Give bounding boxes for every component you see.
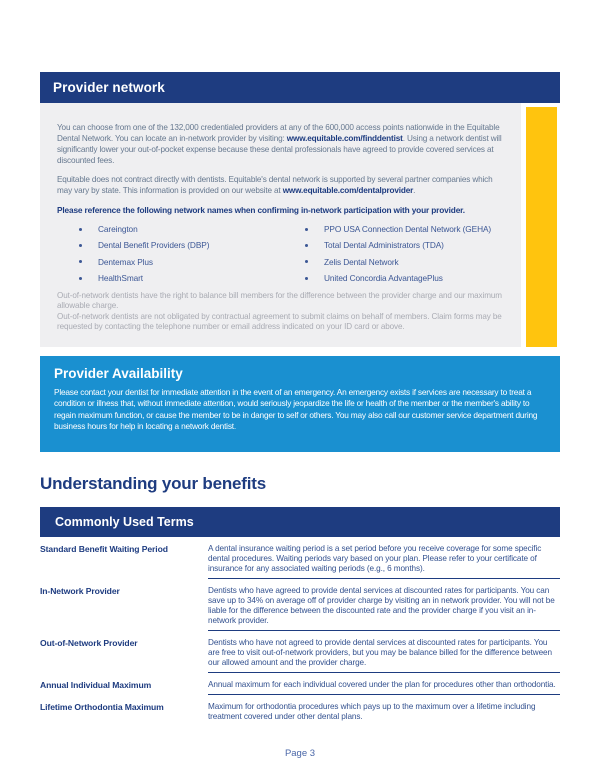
bullet-icon	[79, 244, 82, 247]
term-name: Out-of-Network Provider	[40, 638, 138, 648]
find-dentist-link[interactable]: www.equitable.com/finddentist	[286, 133, 403, 143]
list-item	[283, 237, 504, 253]
dental-provider-link[interactable]: www.equitable.com/dentalprovider	[282, 185, 414, 195]
bullet-icon	[305, 244, 308, 247]
bullet-icon	[305, 228, 308, 231]
network-name: Careington	[98, 224, 138, 235]
network-name: HealthSmart	[98, 273, 144, 284]
intro-text-continued: . Using a network dentist will significantly lower your out-of-pocket expense because these dental professionals have agreed to provide covered services at discounted fees.	[57, 133, 502, 165]
understanding-benefits-heading: Understanding your benefits	[40, 474, 267, 493]
list-item	[283, 221, 504, 237]
commonly-used-terms-header-bar	[40, 507, 560, 537]
provider-network-title: Provider network	[53, 80, 165, 95]
provider-network-body	[40, 103, 521, 347]
out-of-network-note-2: Out-of-network dentists are not obligated by contractual agreement to submit claims on behalf of members. Claim forms may be requested by contacting the telephone number or email address indicated on your ID card or above.	[57, 312, 502, 331]
term-definition: Dentists who have agreed to provide dental services at discounted rates for participants. You can save up to 34% on average off of provider charge by visiting an in network provider. You will not be liable for the difference between the discounted rate and the provider charge if you visit an in-network provider.	[208, 579, 560, 631]
provider-network-header-bar	[40, 72, 560, 103]
bullet-icon	[79, 228, 82, 231]
network-name: Total Dental Administrators (TDA)	[324, 240, 444, 251]
provider-availability-section	[40, 356, 560, 452]
term-name: Annual Individual Maximum	[40, 680, 152, 690]
bullet-icon	[305, 260, 308, 263]
list-item	[57, 270, 283, 286]
table-row	[40, 579, 560, 631]
network-name: United Concordia AdvantagePlus	[324, 273, 443, 284]
term-definition: A dental insurance waiting period is a set period before you receive coverage for some specific dental procedures. Waiting periods vary based on your plan. Please refer to your certificate of insurance for any associated waiting periods (e.g., 6 months).	[208, 537, 560, 579]
term-name: In-Network Provider	[40, 586, 120, 596]
provider-availability-text: Please contact your dentist for immediate attention in the event of an emergency. An emergency exists if services are necessary to treat a condition or illness that, without immediate attention, would seriously jeopardize the life or health of the member or the member's ability to regain maximum function, or cause the member to be in danger to self or others. You may also call our customer service department during business hours for help in locating a network dentist.	[54, 387, 538, 431]
bullet-icon	[79, 277, 82, 280]
network-names-left-column	[57, 221, 283, 287]
network-name: Dental Benefit Providers (DBP)	[98, 240, 210, 251]
intro-text: You can choose from one of the 132,000 credentialed providers at any of the 600,000 access points nationwide in the Equitable Dental Network. You can locate an in-network provider by visiting:	[57, 123, 500, 143]
list-item	[57, 237, 283, 253]
out-of-network-note-1: Out-of-network dentists have the right to balance bill members for the difference between the provider charge and our maximum allowable charge.	[57, 291, 502, 311]
contract-text: Equitable does not contract directly with dentists. Equitable's dental network is supported by several partner companies which may vary by state. This information is provided on our website at	[57, 174, 493, 195]
network-name: PPO USA Connection Dental Network (GEHA)	[324, 224, 492, 235]
network-name: Zelis Dental Network	[324, 256, 399, 267]
yellow-accent-bar	[526, 107, 557, 347]
network-intro-paragraph	[57, 123, 504, 167]
bullet-icon	[305, 277, 308, 280]
network-names-right-column	[283, 221, 504, 287]
table-row	[40, 673, 560, 695]
contract-text-continued: .	[413, 185, 416, 195]
term-name: Standard Benefit Waiting Period	[40, 544, 168, 554]
table-row	[40, 537, 560, 579]
terms-table	[40, 537, 560, 726]
page-number: Page 3	[284, 748, 316, 759]
bullet-icon	[79, 260, 82, 263]
term-name: Lifetime Orthodontia Maximum	[40, 702, 164, 712]
table-row	[40, 631, 560, 673]
list-item	[283, 254, 504, 270]
list-item	[283, 270, 504, 286]
network-names-list	[57, 221, 504, 287]
network-name: Dentemax Plus	[98, 256, 153, 267]
list-item	[57, 254, 283, 270]
table-row	[40, 695, 560, 726]
commonly-used-terms-title: Commonly Used Terms	[55, 515, 194, 529]
provider-availability-title: Provider Availability	[54, 366, 183, 381]
term-definition: Annual maximum for each individual covered under the plan for procedures other than orthodontia.	[208, 673, 560, 695]
term-definition: Dentists who have not agreed to provide dental services at discounted rates for participants. You are free to visit out-of-network providers, but you may be balance billed for the difference between our allowed amount and the provider charge.	[208, 631, 560, 673]
list-item	[57, 221, 283, 237]
term-definition: Maximum for orthodontia procedures which pays up to the maximum over a lifetime including treatment covered under other dental plans.	[208, 702, 536, 721]
network-contract-paragraph	[57, 175, 504, 197]
network-reference-note: Please reference the following network names when confirming in-network participation with your provider.	[57, 204, 465, 215]
